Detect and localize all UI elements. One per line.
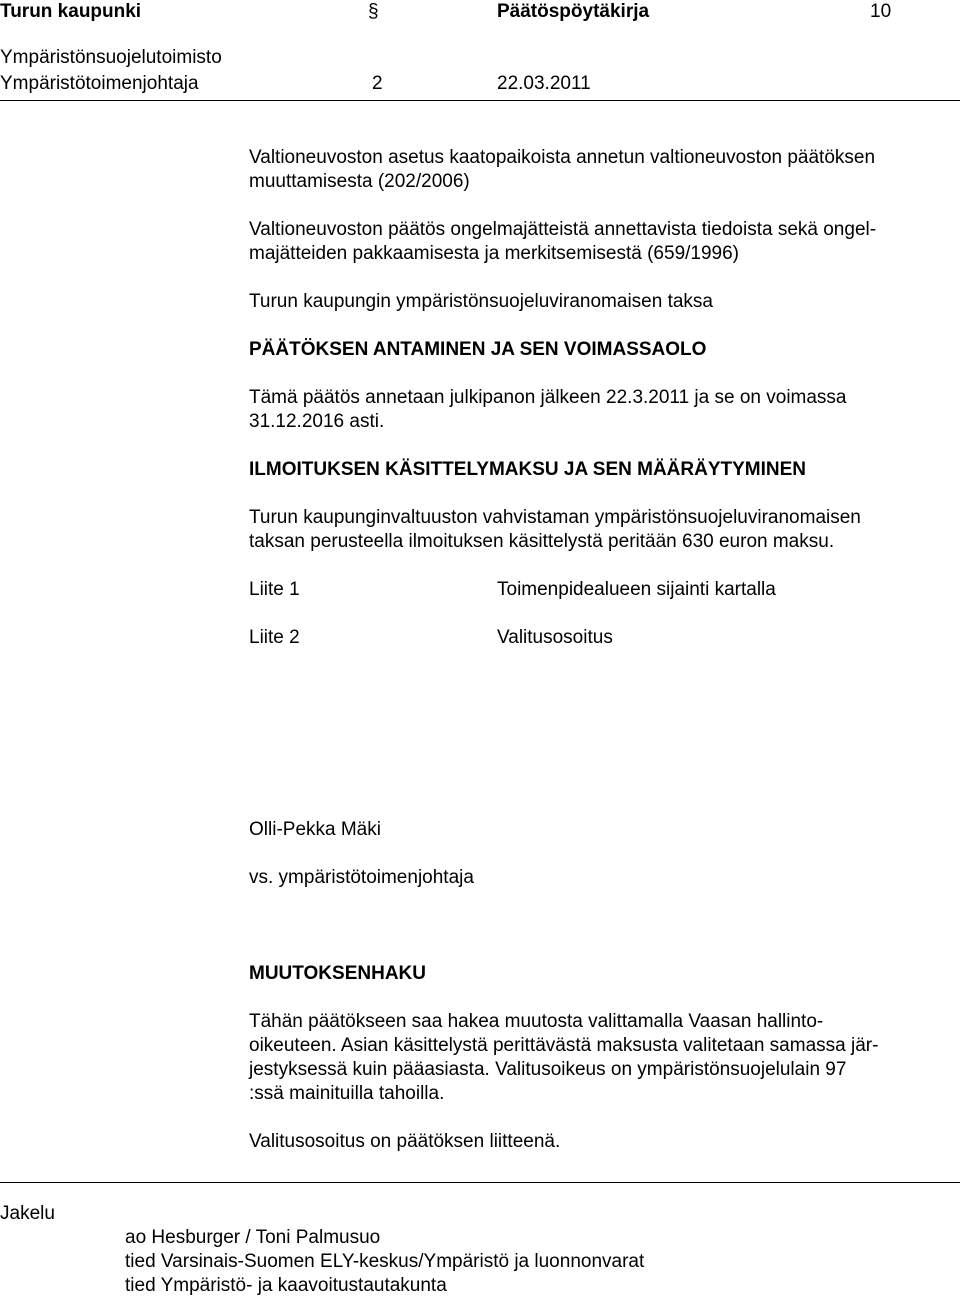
- reference-2-line-2: majätteiden pakkaamisesta ja merkitsemisestä (659/1996): [249, 243, 740, 264]
- header-section-number: 2: [372, 73, 383, 94]
- heading-appeal: MUUTOKSENHAKU: [249, 963, 426, 984]
- validity-line-2: 31.12.2016 asti.: [249, 411, 385, 432]
- heading-fee: ILMOITUKSEN KÄSITTELYMAKSU JA SEN MÄÄRÄYTYMINEN: [249, 459, 807, 480]
- signer-name: Olli-Pekka Mäki: [249, 819, 381, 840]
- header-doc-type: Päätöspöytäkirja: [497, 1, 650, 22]
- attachment-1-title: Toimenpidealueen sijainti kartalla: [497, 579, 776, 600]
- appeal-attachment-note: Valitusosoitus on päätöksen liitteenä.: [249, 1131, 561, 1152]
- reference-1-line-1: Valtioneuvoston asetus kaatopaikoista annetun valtioneuvoston päätöksen: [249, 147, 876, 168]
- heading-validity: PÄÄTÖKSEN ANTAMINEN JA SEN VOIMASSAOLO: [249, 339, 707, 360]
- reference-3: Turun kaupungin ympäristönsuojeluviranomaisen taksa: [249, 291, 713, 312]
- distribution-label: Jakelu: [0, 1203, 55, 1224]
- header-date: 22.03.2011: [497, 73, 591, 94]
- attachment-2-title: Valitusosoitus: [497, 627, 613, 648]
- distribution-recipient: ao Hesburger / Toni Palmusuo: [125, 1227, 381, 1248]
- reference-2-line-1: Valtioneuvoston päätös ongelmajätteistä annettavista tiedoista sekä ongel-: [249, 219, 877, 240]
- appeal-line-3: jestyksessä kuin pääasiasta. Valitusoikeus on ympäristönsuojelulain 97: [249, 1059, 847, 1080]
- distribution-recipient: tied Varsinais-Suomen ELY-keskus/Ympäristö ja luonnonvarat: [125, 1251, 645, 1272]
- header-city: Turun kaupunki: [0, 1, 142, 22]
- validity-line-1: Tämä päätös annetaan julkipanon jälkeen 22.3.2011 ja se on voimassa: [249, 387, 847, 408]
- fee-line-2: taksan perusteella ilmoituksen käsittelystä peritään 630 euron maksu.: [249, 531, 835, 552]
- header-department: Ympäristönsuojelutoimisto: [0, 47, 222, 68]
- appeal-line-2: oikeuteen. Asian käsittelystä perittävästä maksusta valitetaan samassa jär-: [249, 1035, 879, 1056]
- distribution-recipient: tied Ympäristö- ja kaavoitustautakunta: [125, 1275, 447, 1296]
- fee-line-1: Turun kaupunginvaltuuston vahvistaman ympäristönsuojeluviranomaisen: [249, 507, 861, 528]
- distribution-divider: [0, 1182, 960, 1183]
- header-divider: [0, 100, 960, 101]
- appeal-line-1: Tähän päätökseen saa hakea muutosta valittamalla Vaasan hallinto-: [249, 1011, 824, 1032]
- signer-title: vs. ympäristötoimenjohtaja: [249, 867, 474, 888]
- header-decider: Ympäristötoimenjohtaja: [0, 73, 199, 94]
- header-page-number: 10: [870, 1, 892, 22]
- attachment-1-label: Liite 1: [249, 579, 300, 600]
- appeal-line-4: :ssä mainituilla tahoilla.: [249, 1083, 445, 1104]
- reference-1-line-2: muuttamisesta (202/2006): [249, 171, 470, 192]
- section-sign-icon: §: [368, 1, 379, 22]
- attachment-2-label: Liite 2: [249, 627, 300, 648]
